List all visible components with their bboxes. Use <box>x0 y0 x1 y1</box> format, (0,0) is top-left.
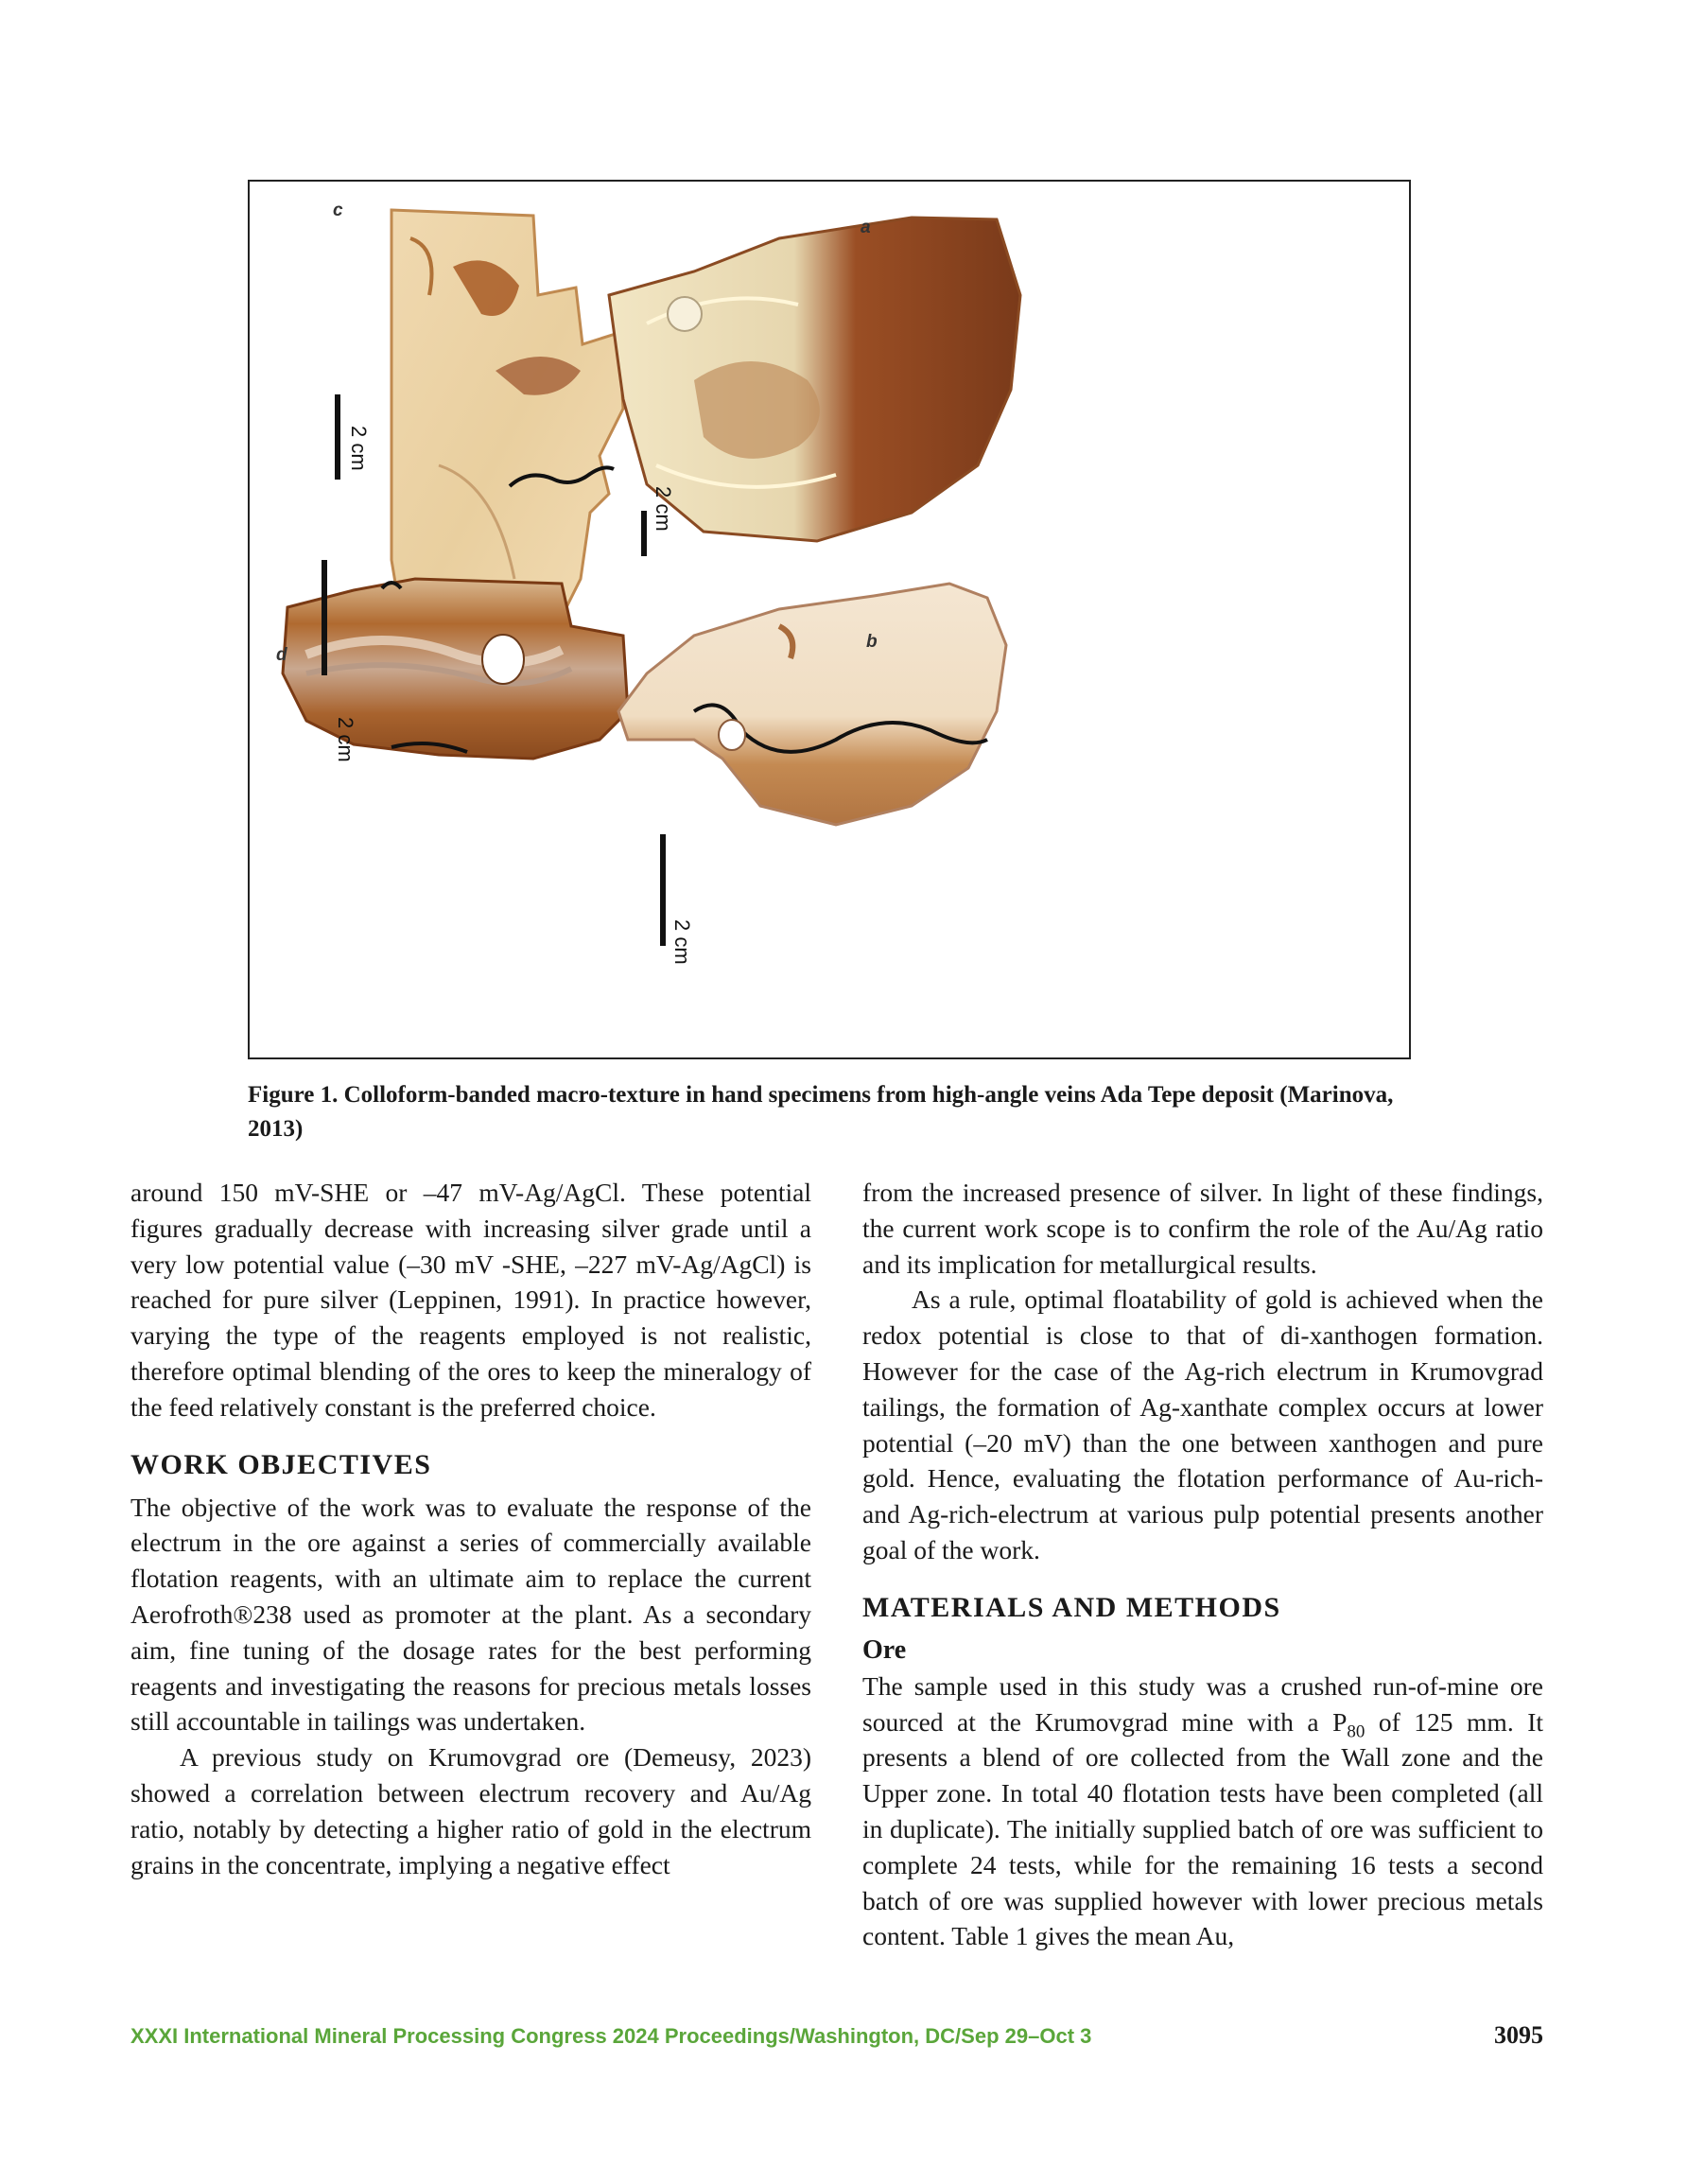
scale-label-c: 2 cm <box>347 426 371 471</box>
specimen-b <box>618 584 1006 825</box>
panel-label-d: d <box>276 645 287 665</box>
paragraph: from the increased presence of silver. In light of these findings, the current work scope is to confirm the role of the Au/Ag ratio and its implication for metallurgical results. <box>862 1178 1543 1279</box>
subscript: 80 <box>1347 1721 1365 1742</box>
scale-label-a: 2 cm <box>652 486 675 532</box>
paragraph: As a rule, optimal floatability of gold is achieved when the redox potential is close to that of di-xanthogen formation. However for the case of the Ag-rich electrum in Krumovgrad tailings, the formation of Ag-xanthate complex occurs at lower potential (–20 mV) than the one between xanthogen and pure gold. Hence, evaluating the flotation performance of Au-rich- and Ag-rich-electrum at various pulp potential presents another goal of the work. <box>862 1284 1543 1564</box>
paragraph: around 150 mV-SHE or –47 mV-Ag/AgCl. These potential figures gradually decrease with increasing silver grade until a very low potential value (–30 mV -SHE, –227 mV-Ag/AgCl) is reached for pure silver (Leppinen, 1991). In practice however, varying the type of the reagents employed is not realistic, therefore optimal blending of the ores to keep the mineralogy of the feed relatively constant is the preferred choice. <box>130 1178 811 1422</box>
left-column <box>130 1175 811 1882</box>
scale-bar-d <box>322 560 327 675</box>
paragraph-text: The sample used in this study was a crushed run-of-mine ore sourced at the Krumovgrad mine with a P <box>862 1670 1543 1737</box>
scale-bar-a <box>641 511 647 556</box>
paragraph-text: of 125 mm. It presents a blend of ore collected from the Wall zone and the Upper zone. In total 40 flotation tests have been completed (all in duplicate). The initially supplied batch of ore was sufficient to complete 24 tests, while for the remaining 16 tests a second batch of ore was supplied however with lower precious metals content. Table 1 gives the mean Au, <box>862 1706 1543 1951</box>
right-column <box>862 1175 1543 1954</box>
figure-caption: Figure 1. Colloform-banded macro-texture in hand specimens from high-angle veins Ada Tepe deposit (Marinova, 2013) <box>248 1082 1394 1142</box>
scale-bar-b <box>660 834 666 946</box>
specimen-photographs <box>250 182 1409 1057</box>
scale-label-b: 2 cm <box>670 919 694 965</box>
scale-bar-c <box>335 394 340 480</box>
panel-label-a: a <box>861 218 871 237</box>
panel-label-b: b <box>866 632 878 652</box>
paragraph <box>862 1669 1543 1954</box>
scale-label-d: 2 cm <box>334 717 357 762</box>
paragraph: The objective of the work was to evaluate the response of the electrum in the ore against a series of commercially available flotation reagents, with an ultimate aim to replace the current Aerofroth®238 used as promoter at the plant. As a secondary aim, fine tuning of the dosage rates for the best performing reagents and investigating the reasons for precious metals losses still accountable in tailings was undertaken. <box>130 1492 811 1737</box>
section-heading-materials-and-methods: MATERIALS AND METHODS <box>862 1591 1281 1623</box>
subsection-heading-ore: Ore <box>862 1634 907 1665</box>
footer-conference: XXXI International Mineral Processing Congress 2024 Proceedings/Washington, DC/Sep 29–Oct 3 <box>130 2024 1092 2048</box>
section-heading-work-objectives: WORK OBJECTIVES <box>130 1448 432 1480</box>
figure-1 <box>248 180 1411 1059</box>
panel-label-c: c <box>333 201 343 220</box>
paragraph: A previous study on Krumovgrad ore (Demeusy, 2023) showed a correlation between electrum recovery and Au/Ag ratio, notably by detecting a higher ratio of gold in the electrum grains in the concentrate, implying a negative effect <box>130 1742 811 1879</box>
page-number: 3095 <box>1494 2021 1543 2049</box>
